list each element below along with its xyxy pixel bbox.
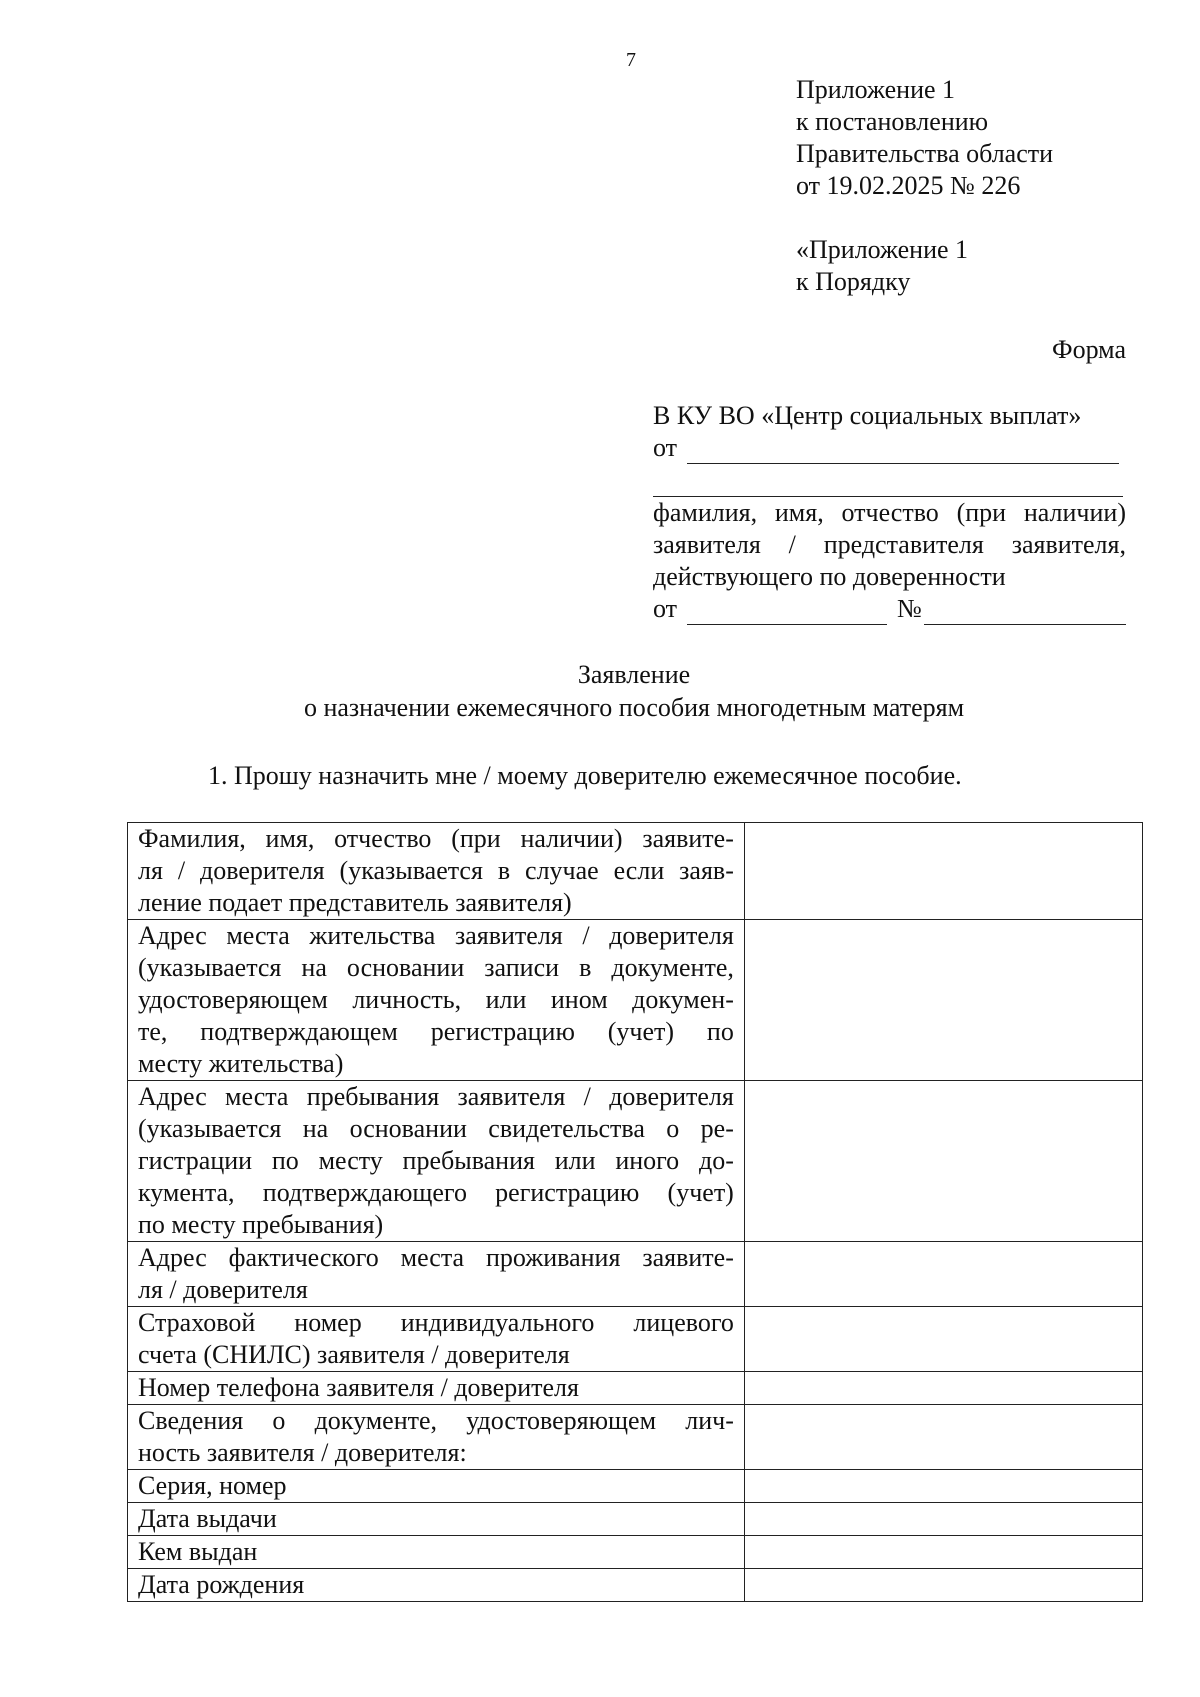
table-row [128, 1081, 1143, 1242]
row-value-field[interactable] [744, 1081, 1142, 1242]
row-label-line: (указывается на основании свидетельства о ре- [138, 1114, 734, 1143]
row-label-line: Адрес места жительства заявителя / доверителя [138, 921, 734, 950]
row-label-cell [128, 1470, 745, 1503]
appendix-line: к постановлению [796, 107, 989, 136]
row-label-cell [128, 1242, 745, 1307]
row-label-line: месту жительства) [138, 1049, 344, 1078]
row-value-field[interactable] [744, 1470, 1142, 1503]
table-row [128, 1470, 1143, 1503]
proxy-row [653, 593, 1126, 625]
applicant-name-field[interactable] [687, 439, 1119, 464]
row-label-cell [128, 920, 745, 1081]
row-label-cell [128, 1536, 745, 1569]
appendix-sub-line: «Приложение 1 [796, 235, 969, 264]
table-row [128, 920, 1143, 1081]
row-label-line: гистрации по месту пребывания или иного до- [138, 1146, 734, 1175]
row-label-cell [128, 1569, 745, 1602]
table-body [128, 823, 1143, 1602]
table-row [128, 1536, 1143, 1569]
row-value-field[interactable] [744, 823, 1142, 920]
row-label-line: Дата рождения [138, 1570, 305, 1599]
row-label-line: Номер телефона заявителя / доверителя [138, 1373, 579, 1402]
row-label-cell [128, 1307, 745, 1372]
proxy-from-prefix: от [653, 594, 678, 623]
recipient-caption-line: действующего по доверенности [653, 562, 1006, 591]
table-row [128, 823, 1143, 920]
row-label-line: Страховой номер индивидуального лицевого [138, 1308, 734, 1337]
appendix-gap [796, 202, 1053, 234]
row-label-cell [128, 1405, 745, 1470]
row-label-cell [128, 823, 745, 920]
appendix-sub-line: к Порядку [796, 267, 911, 296]
recipient-from-row [653, 432, 1126, 464]
recipient-block [653, 400, 1126, 625]
row-label-line: Фамилия, имя, отчество (при наличии) заявите- [138, 824, 734, 853]
row-value-field[interactable] [744, 1405, 1142, 1470]
applicant-name-field-continued[interactable] [653, 470, 1123, 497]
table-row [128, 1372, 1143, 1405]
page-number: 7 [626, 49, 636, 71]
row-label-line: ление подает представитель заявителя) [138, 888, 572, 917]
statement-text: 1. Прошу назначить мне / моему доверителю ежемесячное пособие. [208, 761, 962, 790]
row-value-field[interactable] [744, 1307, 1142, 1372]
row-value-field[interactable] [744, 1242, 1142, 1307]
table-row [128, 1405, 1143, 1470]
row-value-field[interactable] [744, 1569, 1142, 1602]
row-value-field[interactable] [744, 1503, 1142, 1536]
proxy-number-sign: № [897, 594, 922, 623]
row-label-line: по месту пребывания) [138, 1210, 384, 1239]
recipient-caption-line: заявителя / представителя заявителя, [653, 530, 1126, 559]
title-main: Заявление [577, 660, 691, 689]
row-label-line: удостоверяющем личность, или ином докумен- [138, 985, 734, 1014]
recipient-to-line: В КУ ВО «Центр социальных выплат» [653, 401, 1082, 430]
table-row [128, 1569, 1143, 1602]
row-label-cell [128, 1372, 745, 1405]
row-label-line: счета (СНИЛС) заявителя / доверителя [138, 1340, 570, 1369]
row-label-line: кумента, подтверждающего регистрацию (учет) [138, 1178, 734, 1207]
appendix-line: Правительства области [796, 139, 1054, 168]
form-label: Форма [1052, 335, 1126, 364]
row-label-cell [128, 1081, 745, 1242]
table-row [128, 1307, 1143, 1372]
recipient-caption-line: фамилия, имя, отчество (при наличии) [653, 498, 1126, 527]
row-label-line: (указывается на основании записи в документе, [138, 953, 734, 982]
row-label-line: Кем выдан [138, 1537, 258, 1566]
appendix-line: от 19.02.2025 № 226 [796, 171, 1021, 200]
proxy-date-field[interactable] [687, 600, 887, 625]
row-label-line: Адрес фактического места проживания заявите- [138, 1243, 734, 1272]
proxy-number-field[interactable] [924, 600, 1126, 625]
row-label-line: ность заявителя / доверителя: [138, 1438, 467, 1467]
row-label-line: ля / доверителя (указывается в случае если заяв- [138, 856, 734, 885]
row-label-line: те, подтверждающем регистрацию (учет) по [138, 1017, 734, 1046]
appendix-header [796, 74, 1053, 298]
table-row [128, 1242, 1143, 1307]
title-sub: о назначении ежемесячного пособия многодетным матерям [303, 693, 965, 722]
row-label-line: ля / доверителя [138, 1275, 308, 1304]
row-label-line: Адрес места пребывания заявителя / доверителя [138, 1082, 734, 1111]
document-title [0, 658, 1200, 724]
row-value-field[interactable] [744, 920, 1142, 1081]
table-row [128, 1503, 1143, 1536]
row-label-cell [128, 1503, 745, 1536]
row-label-line: Дата выдачи [138, 1504, 277, 1533]
row-label-line: Сведения о документе, удостоверяющем лич- [138, 1406, 734, 1435]
applicant-info-table [127, 822, 1143, 1602]
row-label-line: Серия, номер [138, 1471, 287, 1500]
row-value-field[interactable] [744, 1372, 1142, 1405]
appendix-line: Приложение 1 [796, 75, 956, 104]
from-prefix: от [653, 433, 678, 462]
row-value-field[interactable] [744, 1536, 1142, 1569]
